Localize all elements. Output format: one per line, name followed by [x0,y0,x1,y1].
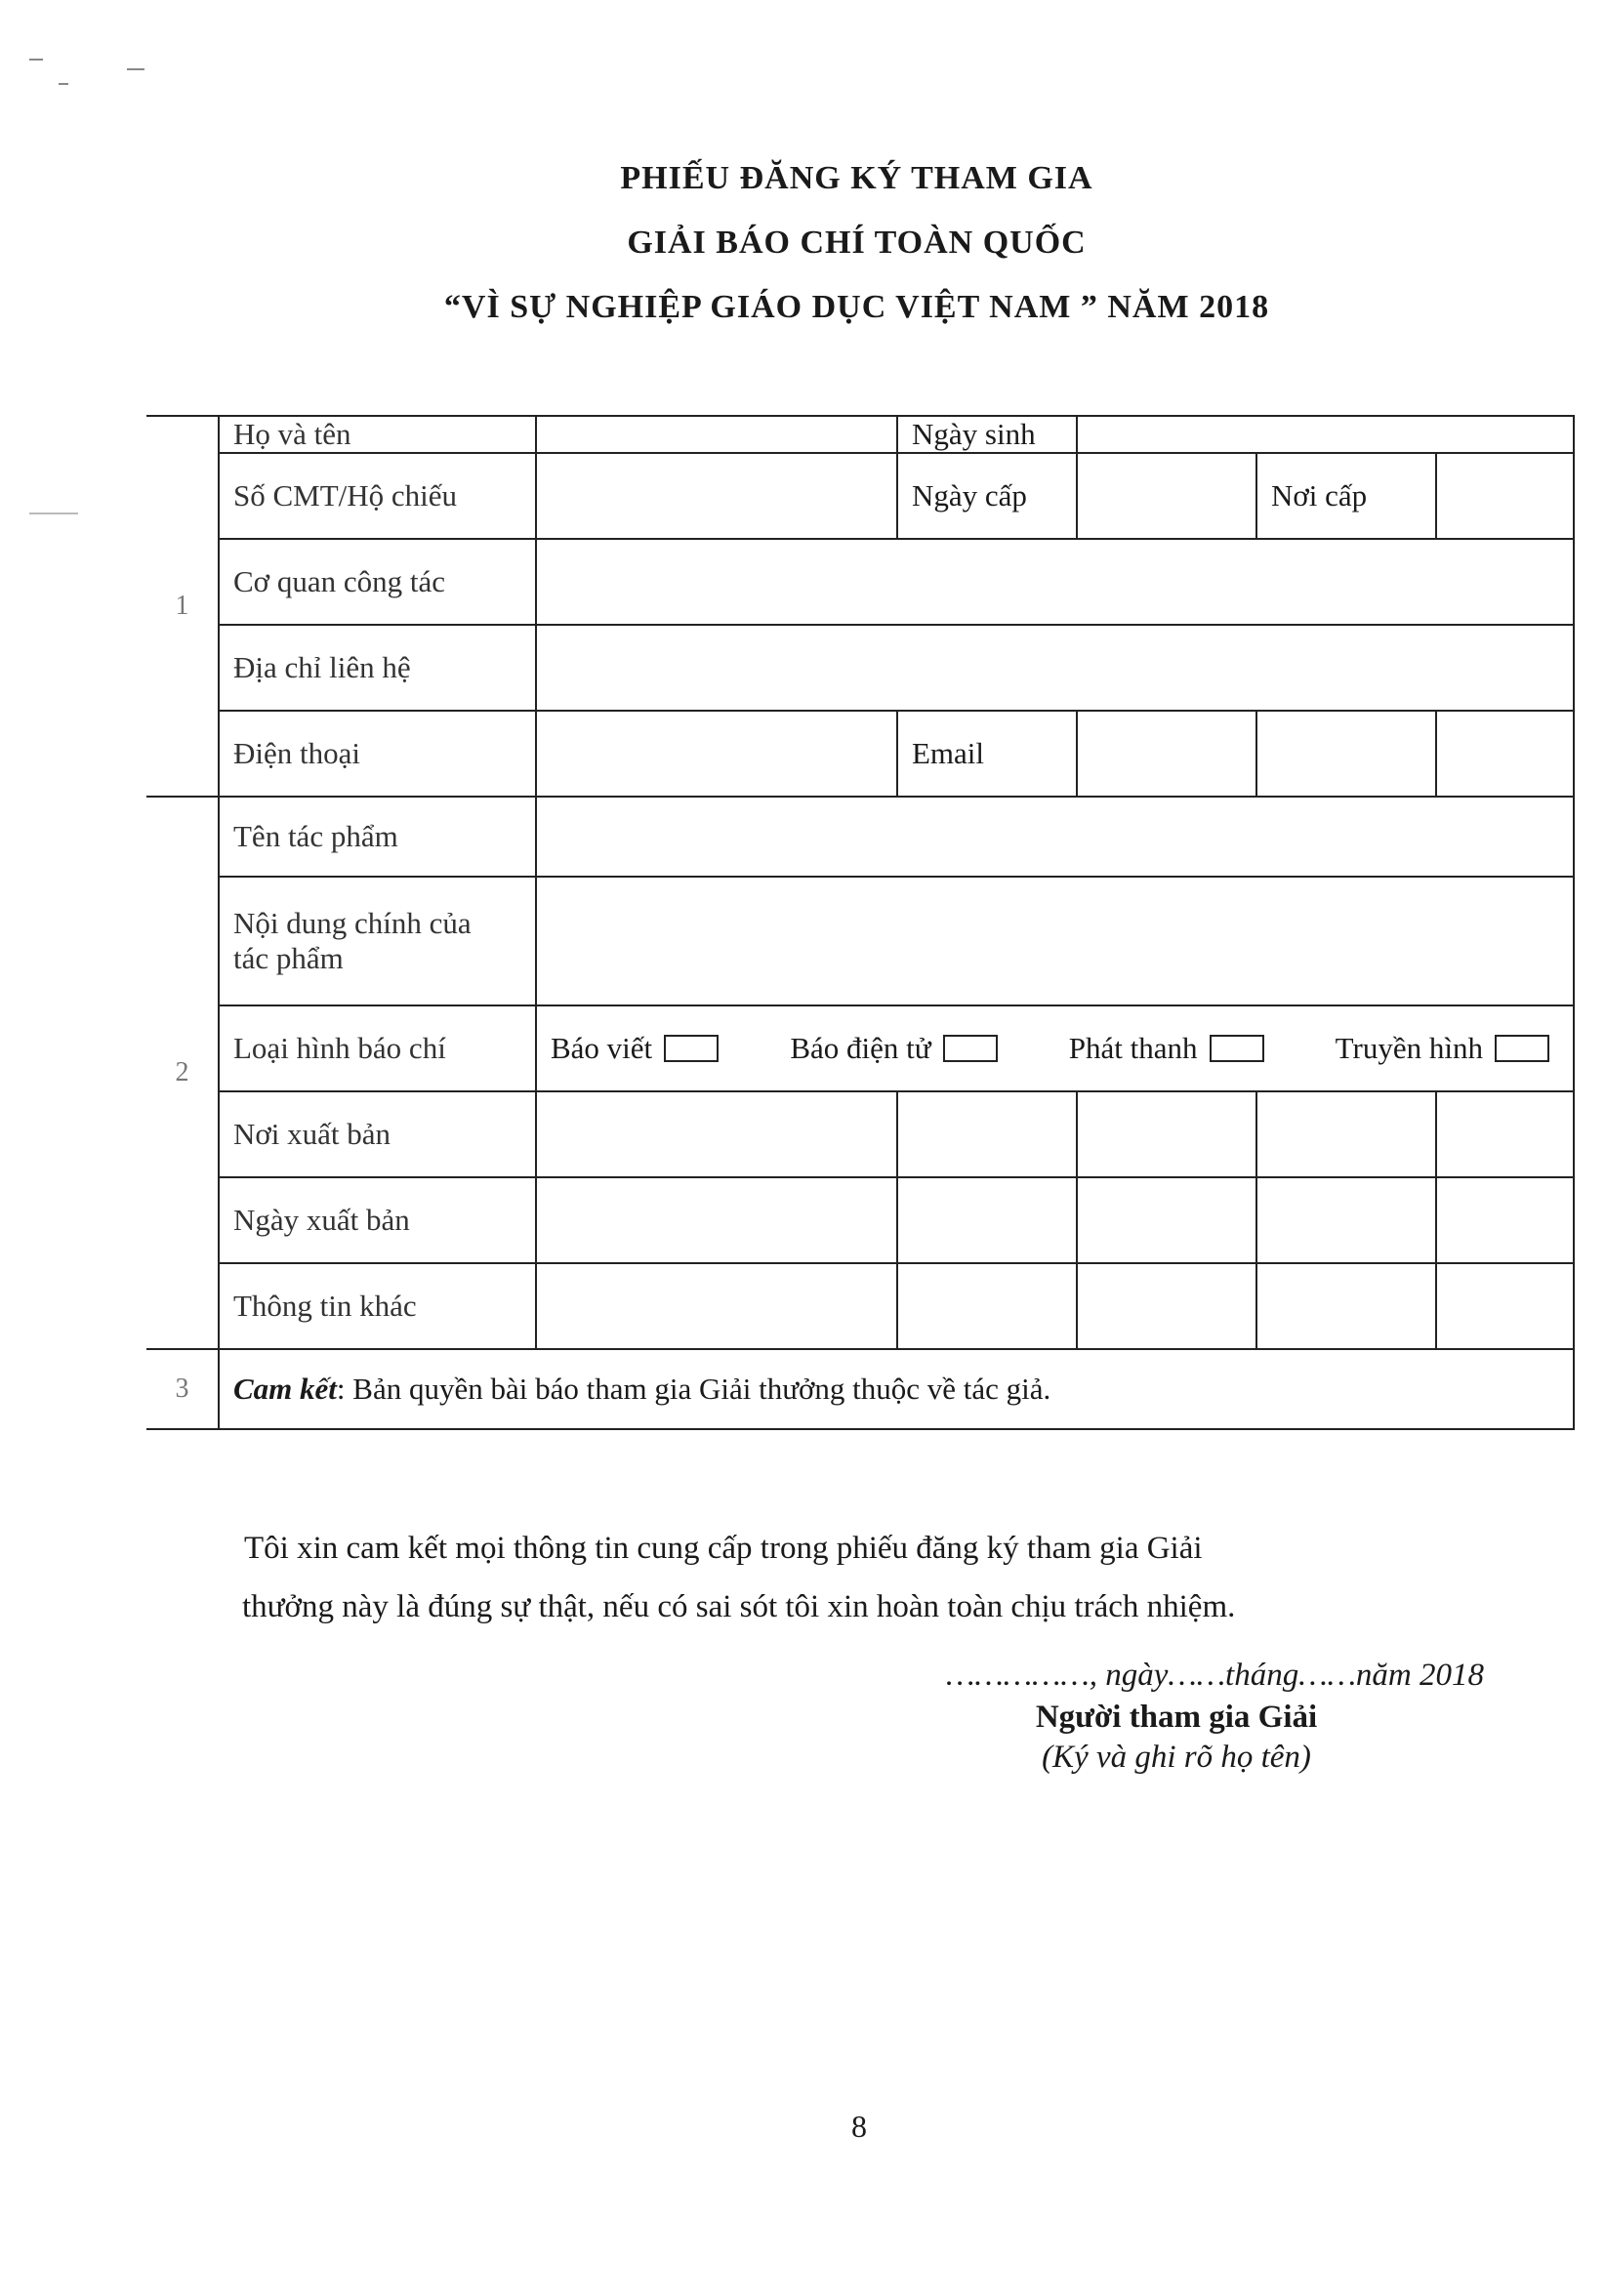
input-co-quan[interactable] [536,539,1574,625]
commitment-row [219,1349,1574,1429]
input-noi-xuat-ban-1[interactable] [536,1091,897,1177]
checkbox-truyen-hinh[interactable] [1495,1035,1549,1062]
input-ngay-xuat-ban-1[interactable] [536,1177,897,1263]
input-noi-xuat-ban-2[interactable] [897,1091,1077,1177]
input-noi-dung[interactable] [536,877,1574,1005]
input-noi-cap[interactable] [1436,453,1574,539]
pledge-paragraph [244,1519,1474,1636]
label-ngay-xuat-ban: Ngày xuất bản [219,1177,536,1263]
label-noi-xuat-ban: Nơi xuất bản [219,1091,536,1177]
input-noi-xuat-ban-3[interactable] [1077,1091,1256,1177]
scan-mark [29,59,43,61]
option-truyen-hinh[interactable] [1336,1031,1549,1066]
scan-mark [127,68,144,70]
input-ten-tac-pham[interactable] [536,797,1574,877]
option-phat-thanh-label: Phát thanh [1068,1031,1198,1065]
label-noi-dung-line-1: Nội dung chính của [233,906,472,940]
label-noi-cap: Nơi cấp [1256,453,1436,539]
label-noi-dung-line-2: tác phẩm [233,941,344,975]
input-email-1[interactable] [1077,711,1256,797]
input-so-cmt[interactable] [536,453,897,539]
form-title [0,146,1605,340]
input-ho-ten[interactable] [536,416,897,453]
input-ngay-xuat-ban-5[interactable] [1436,1177,1574,1263]
commitment-label: Cam kết [233,1372,337,1406]
input-thong-tin-khac-1[interactable] [536,1263,897,1349]
page-number: 8 [851,2109,867,2144]
label-co-quan: Cơ quan công tác [219,539,536,625]
input-dia-chi[interactable] [536,625,1574,711]
signer-title: Người tham gia Giải [1035,1700,1318,1735]
title-line-1: PHIẾU ĐĂNG KÝ THAM GIA [620,160,1093,196]
checkbox-bao-viet[interactable] [664,1035,719,1062]
section-number-3: 3 [146,1349,219,1429]
label-thong-tin-khac: Thông tin khác [219,1263,536,1349]
label-noi-dung [219,877,536,1005]
option-bao-dien-tu-label: Báo điện tử [790,1031,931,1065]
registration-table [146,415,1575,1430]
input-thong-tin-khac-5[interactable] [1436,1263,1574,1349]
scan-mark [29,512,78,514]
option-bao-viet-label: Báo viết [551,1031,653,1065]
pledge-line-2: thưởng này là đúng sự thật, nếu có sai sót tôi xin hoàn toàn chịu trách nhiệm. [242,1589,1236,1624]
section-number-1: 1 [146,416,219,797]
input-thong-tin-khac-4[interactable] [1256,1263,1436,1349]
input-noi-xuat-ban-4[interactable] [1256,1091,1436,1177]
press-type-options [536,1005,1574,1091]
label-dia-chi: Địa chỉ liên hệ [219,625,536,711]
scan-mark [59,83,68,85]
label-email: Email [897,711,1077,797]
input-thong-tin-khac-3[interactable] [1077,1263,1256,1349]
input-ngay-cap[interactable] [1077,453,1256,539]
input-ngay-xuat-ban-3[interactable] [1077,1177,1256,1263]
checkbox-bao-dien-tu[interactable] [943,1035,998,1062]
section-number-2: 2 [146,797,219,1349]
option-bao-viet[interactable] [551,1031,719,1066]
signature-note: (Ký và ghi rõ họ tên) [1042,1740,1311,1775]
label-ngay-sinh: Ngày sinh [897,416,1077,453]
option-phat-thanh[interactable] [1069,1031,1264,1066]
input-thong-tin-khac-2[interactable] [897,1263,1077,1349]
input-ngay-xuat-ban-2[interactable] [897,1177,1077,1263]
commitment-text: : Bản quyền bài báo tham gia Giải thưởng thuộc về tác giả. [336,1372,1051,1406]
input-email-3[interactable] [1436,711,1574,797]
title-line-3: “VÌ SỰ NGHIỆP GIÁO DỤC VIỆT NAM ” NĂM 2018 [443,289,1270,325]
label-dien-thoai: Điện thoại [219,711,536,797]
label-so-cmt: Số CMT/Hộ chiếu [219,453,536,539]
label-ngay-cap: Ngày cấp [897,453,1077,539]
input-email-2[interactable] [1256,711,1436,797]
signature-block [849,1658,1484,1776]
label-loai-hinh: Loại hình báo chí [219,1005,536,1091]
checkbox-phat-thanh[interactable] [1210,1035,1264,1062]
date-line: ……………, ngày……tháng……năm 2018 [946,1658,1484,1693]
input-ngay-xuat-ban-4[interactable] [1256,1177,1436,1263]
input-noi-xuat-ban-5[interactable] [1436,1091,1574,1177]
option-bao-dien-tu[interactable] [790,1031,997,1066]
label-ho-ten: Họ và tên [219,416,536,453]
input-dien-thoai[interactable] [536,711,897,797]
pledge-line-1: Tôi xin cam kết mọi thông tin cung cấp trong phiếu đăng ký tham gia Giải [244,1531,1203,1566]
input-ngay-sinh[interactable] [1077,416,1574,453]
option-truyen-hinh-label: Truyền hình [1335,1031,1483,1065]
title-line-2: GIẢI BÁO CHÍ TOÀN QUỐC [627,225,1087,261]
label-ten-tac-pham: Tên tác phẩm [219,797,536,877]
